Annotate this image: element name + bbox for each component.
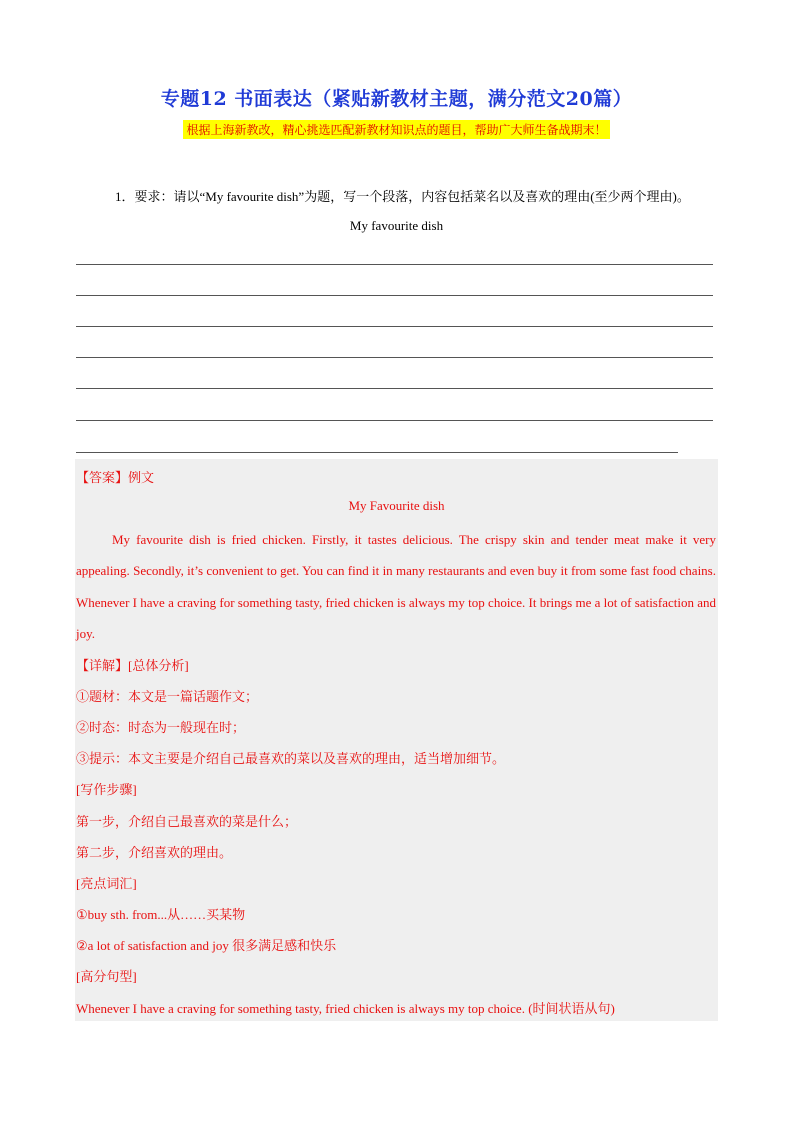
highlighted-subtitle: 根据上海新教改，精心挑选匹配新教材知识点的题目，帮助广大师生备战期末！	[183, 120, 609, 139]
essay-title: My Favourite dish	[348, 498, 445, 513]
writing-line	[76, 295, 713, 296]
analysis-item: ②时态：时态为一般现在时；	[76, 720, 246, 735]
writing-line	[76, 326, 713, 327]
writing-line	[76, 388, 713, 389]
writing-line	[76, 452, 678, 453]
analysis-heading: [亮点词汇]	[76, 876, 137, 891]
writing-line	[76, 420, 713, 421]
question-prompt: 1．要求：请以“My favourite dish”为题，写一个段落，内容包括菜名以及喜欢的理由(至少两个理由)。	[115, 189, 690, 204]
analysis-item: ③提示：本文主要是介绍自己最喜欢的菜以及喜欢的理由，适当增加细节。	[76, 751, 506, 766]
analysis-item: ①buy sth. from...从……买某物	[76, 907, 246, 922]
writing-line	[76, 264, 713, 265]
answer-label: 【答案】例文	[76, 470, 155, 485]
writing-line	[76, 357, 713, 358]
analysis-heading: [高分句型]	[76, 969, 137, 984]
analysis-item: ①题材：本文是一篇话题作文；	[76, 689, 259, 704]
question-heading: My favourite dish	[349, 218, 444, 233]
analysis-item: 第二步，介绍喜欢的理由。	[76, 845, 233, 860]
analysis-heading: [写作步骤]	[76, 782, 137, 797]
analysis-heading: 【详解】[总体分析]	[76, 658, 189, 673]
analysis-item: ②a lot of satisfaction and joy 很多满足感和快乐	[76, 938, 337, 953]
essay-paragraph: My favourite dish is fried chicken. Firstly, it tastes delicious. The crispy skin and tender meat make it very appealing. Secondly, it’s convenient to get. You can find it in many restaurants and even buy it from some fast food chains. Whenever I have a craving for something tasty, fried chicken is always my top choice. It brings me a lot of satisfaction and joy.	[76, 532, 716, 641]
analysis-item: Whenever I have a craving for something tasty, fried chicken is always my top choice. (时间状语从句)	[76, 1001, 615, 1016]
page-title: 专题12 书面表达（紧贴新教材主题，满分范文20篇）	[160, 88, 633, 110]
analysis-item: 第一步，介绍自己最喜欢的菜是什么；	[76, 814, 298, 829]
